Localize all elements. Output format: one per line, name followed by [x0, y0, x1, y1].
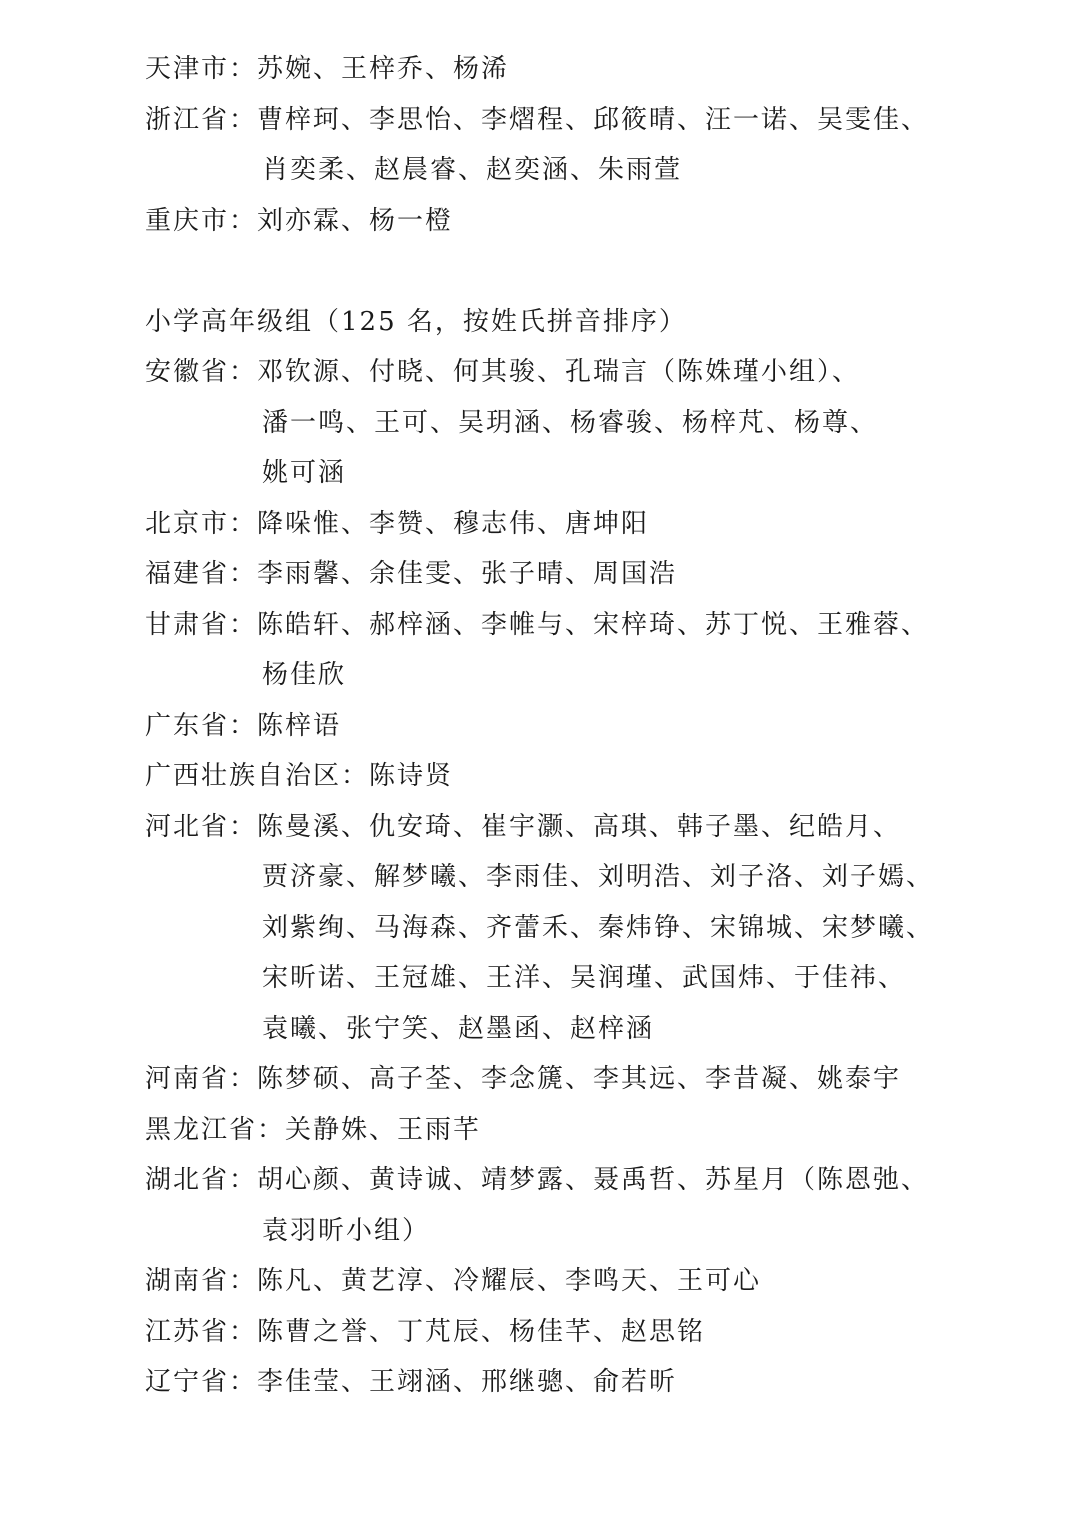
- province-label: 黑龙江省：: [145, 1114, 286, 1145]
- winner-names: 胡心颜、黄诗诚、靖梦露、聂禹哲、苏星月（陈恩弛、: [257, 1165, 930, 1195]
- province-label: 江苏省：: [145, 1316, 258, 1347]
- section-gap: [145, 246, 945, 297]
- province-label: 甘肃省：: [145, 609, 258, 640]
- province-label: 重庆市：: [145, 205, 258, 236]
- province-entry-continuation: [145, 448, 945, 499]
- winner-names: 陈曹之誉、丁芃辰、杨佳芊、赵思铭: [257, 1316, 706, 1347]
- winner-names: 贾济豪、解梦曦、李雨佳、刘明浩、刘子洛、刘子嫣、: [262, 862, 935, 892]
- province-entry-continuation: [145, 650, 945, 701]
- winner-names: 降哚惟、李赞、穆志伟、唐坤阳: [257, 508, 650, 539]
- winner-names: 李雨馨、余佳雯、张子晴、周国浩: [257, 559, 678, 589]
- winner-names: 曹梓珂、李思怡、李熠程、邱筱晴、汪一诺、吴雯佳、: [257, 104, 930, 135]
- province-entry: [145, 1307, 945, 1358]
- winner-names: 陈曼溪、仇安琦、崔宇灏、高琪、韩子墨、纪皓月、: [257, 811, 902, 842]
- winner-names: 刘亦霖、杨一橙: [257, 205, 454, 236]
- province-label: 浙江省：: [145, 104, 258, 135]
- winner-names: 邓钦源、付晓、何其骏、孔瑞言（陈姝瑾小组）、: [257, 357, 861, 387]
- province-entry: [145, 600, 945, 651]
- winner-names: 陈凡、黄艺淳、冷耀辰、李鸣天、王可心: [257, 1266, 762, 1296]
- province-entry-continuation: [145, 398, 945, 449]
- winner-names: 袁羽昕小组）: [262, 1215, 431, 1246]
- winner-names: 陈诗贤: [369, 761, 454, 791]
- province-label: 广西壮族自治区：: [145, 761, 370, 791]
- winner-names: 姚可涵: [262, 458, 347, 488]
- province-entry-continuation: [145, 953, 945, 1004]
- province-entry-continuation: [145, 145, 945, 196]
- province-label: 湖南省：: [145, 1266, 258, 1296]
- province-entry-continuation: [145, 1004, 945, 1055]
- province-entry-continuation: [145, 903, 945, 954]
- province-entry: [145, 1155, 945, 1206]
- province-entry: [145, 44, 945, 95]
- province-label: 辽宁省：: [145, 1367, 258, 1397]
- province-label: 安徽省：: [145, 357, 258, 387]
- winner-names: 陈梦硕、高子荃、李念篪、李其远、李昔凝、姚泰宇: [257, 1064, 902, 1094]
- winner-names: 宋昕诺、王冠雄、王洋、吴润瑾、武国炜、于佳祎、: [262, 963, 907, 993]
- winner-names: 苏婉、王梓乔、杨浠: [257, 54, 510, 84]
- winner-names: 陈皓轩、郝梓涵、李帷与、宋梓琦、苏丁悦、王雅蓉、: [257, 609, 930, 640]
- winner-names: 肖奕柔、赵晨睿、赵奕涵、朱雨萱: [262, 155, 683, 185]
- province-label: 北京市：: [145, 508, 258, 539]
- province-label: 福建省：: [145, 559, 258, 589]
- province-entry: [145, 549, 945, 600]
- province-entry: [145, 1054, 945, 1105]
- group-heading: 小学高年级组（125 名，按姓氏拼音排序）: [145, 306, 687, 337]
- province-label: 广东省：: [145, 710, 258, 741]
- province-label: 湖北省：: [145, 1165, 258, 1195]
- winner-names: 李佳莹、王翊涵、邢继骢、俞若昕: [257, 1367, 678, 1397]
- province-entry-continuation: [145, 1206, 945, 1257]
- winner-names: 杨佳欣: [262, 660, 347, 690]
- winner-names: 关静姝、王雨芊: [285, 1114, 482, 1145]
- province-entry: [145, 1105, 945, 1156]
- province-entry: [145, 347, 945, 398]
- award-list-section-2: [145, 347, 945, 1408]
- award-list-section-1: [145, 44, 945, 246]
- document-page: [145, 44, 945, 1408]
- province-entry: [145, 701, 945, 752]
- province-label: 天津市：: [145, 54, 258, 84]
- province-entry: [145, 95, 945, 146]
- winner-names: 袁曦、张宁笑、赵墨函、赵梓涵: [262, 1013, 655, 1044]
- winner-names: 潘一鸣、王可、吴玥涵、杨睿骏、杨梓芃、杨尊、: [262, 407, 879, 438]
- winner-names: 陈梓语: [257, 710, 342, 741]
- province-entry: [145, 751, 945, 802]
- province-entry: [145, 196, 945, 247]
- winner-names: 刘紫绚、马海森、齐蕾禾、秦炜铮、宋锦城、宋梦曦、: [262, 912, 935, 943]
- province-label: 河南省：: [145, 1064, 258, 1094]
- province-entry: [145, 499, 945, 550]
- province-label: 河北省：: [145, 811, 258, 842]
- province-entry: [145, 1256, 945, 1307]
- province-entry-continuation: [145, 852, 945, 903]
- province-entry: [145, 1357, 945, 1408]
- province-entry: [145, 802, 945, 853]
